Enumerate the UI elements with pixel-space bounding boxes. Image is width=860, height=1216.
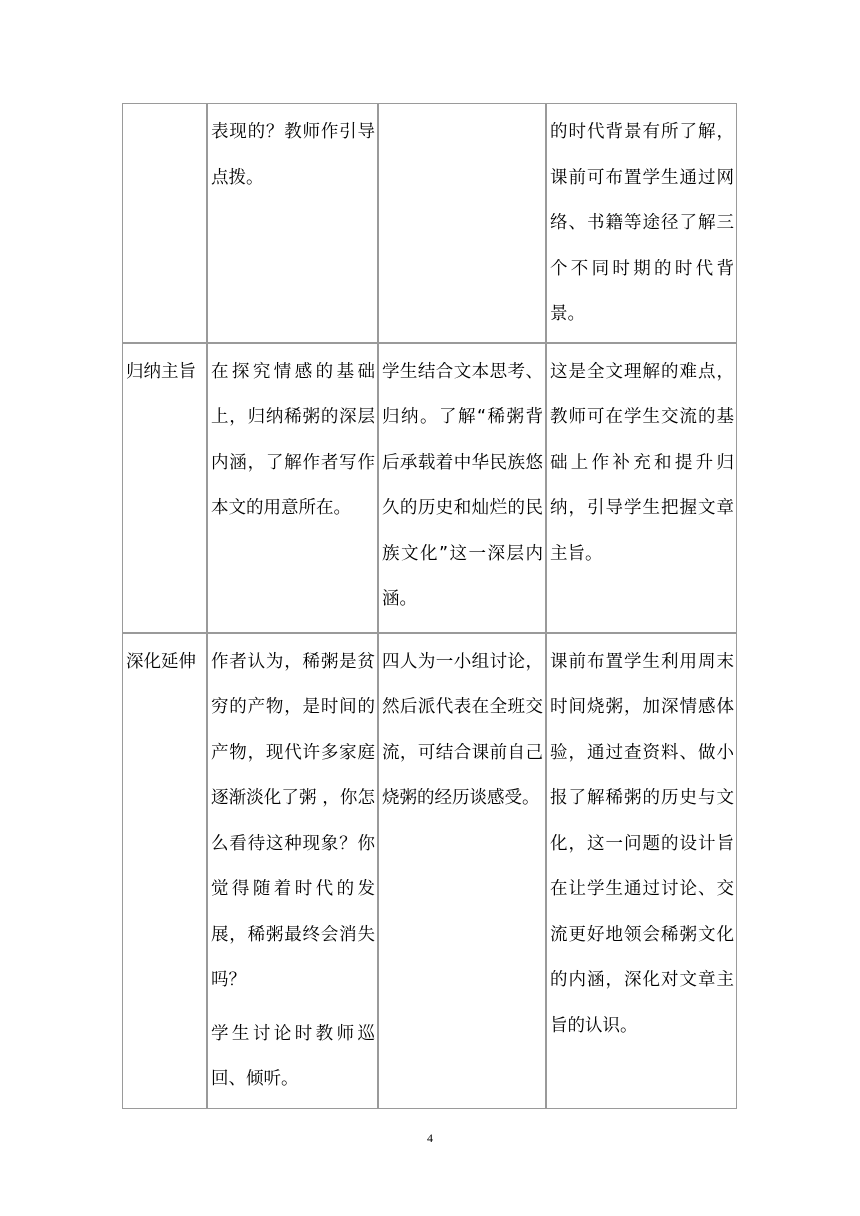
table-row <box>122 633 737 1109</box>
teacher-activity-cell <box>207 343 378 633</box>
student-activity-cell <box>378 343 546 633</box>
teacher-activity-cell <box>207 103 378 343</box>
stage-label: 归纳主旨 <box>126 361 196 382</box>
teacher-activity-cell <box>207 633 378 1109</box>
stage-cell <box>122 633 207 1109</box>
student-activity-cell <box>378 103 546 343</box>
table-row <box>122 103 737 343</box>
stage-label: 深化延伸 <box>126 651 196 672</box>
student-activity-text: 学生结合文本思考、归纳。了解“稀粥背后承载着中华民族悠久的历史和灿烂的民族文化”这一深层内涵。 <box>382 361 543 609</box>
teacher-activity-text: 在探究情感的基础上，归纳稀粥的深层内涵，了解作者写作本文的用意所在。 <box>211 361 375 518</box>
table-row <box>122 343 737 633</box>
design-intent-text: 这是全文理解的难点，教师可在学生交流的基础上作补充和提升归纳，引导学生把握文章主旨。 <box>550 361 734 564</box>
student-activity-text: 四人为一小组讨论，然后派代表在全班交流，可结合课前自己烧粥的经历谈感受。 <box>382 651 543 808</box>
teacher-activity-text: 表现的？教师作引导点拨。 <box>211 122 375 188</box>
lesson-plan-table <box>122 103 737 1109</box>
teacher-activity-text: 作者认为，稀粥是贫穷的产物，是时间的产物，现代许多家庭逐渐淡化了粥 ，你怎么看待这种现象？你觉得随着时代的发展，稀粥最终会消失吗？ <box>211 651 375 990</box>
teacher-activity-note: 学生讨论时教师巡回、倾听。 <box>211 1023 375 1089</box>
stage-cell <box>122 343 207 633</box>
design-intent-cell <box>546 103 737 343</box>
design-intent-cell <box>546 633 737 1109</box>
stage-cell <box>122 103 207 343</box>
design-intent-cell <box>546 343 737 633</box>
page-number: 4 <box>427 1131 433 1145</box>
design-intent-text: 的时代背景有所了解，课前可布置学生通过网络、书籍等途径了解三个不同时期的时代背景。 <box>550 122 734 324</box>
design-intent-text: 课前布置学生利用周末时间烧粥，加深情感体验，通过查资料、做小报了解稀粥的历史与文化，这一问题的设计旨在让学生通过讨论、交流更好地领会稀粥文化的内涵，深化对文章主旨的认识。 <box>550 651 734 1036</box>
student-activity-cell <box>378 633 546 1109</box>
